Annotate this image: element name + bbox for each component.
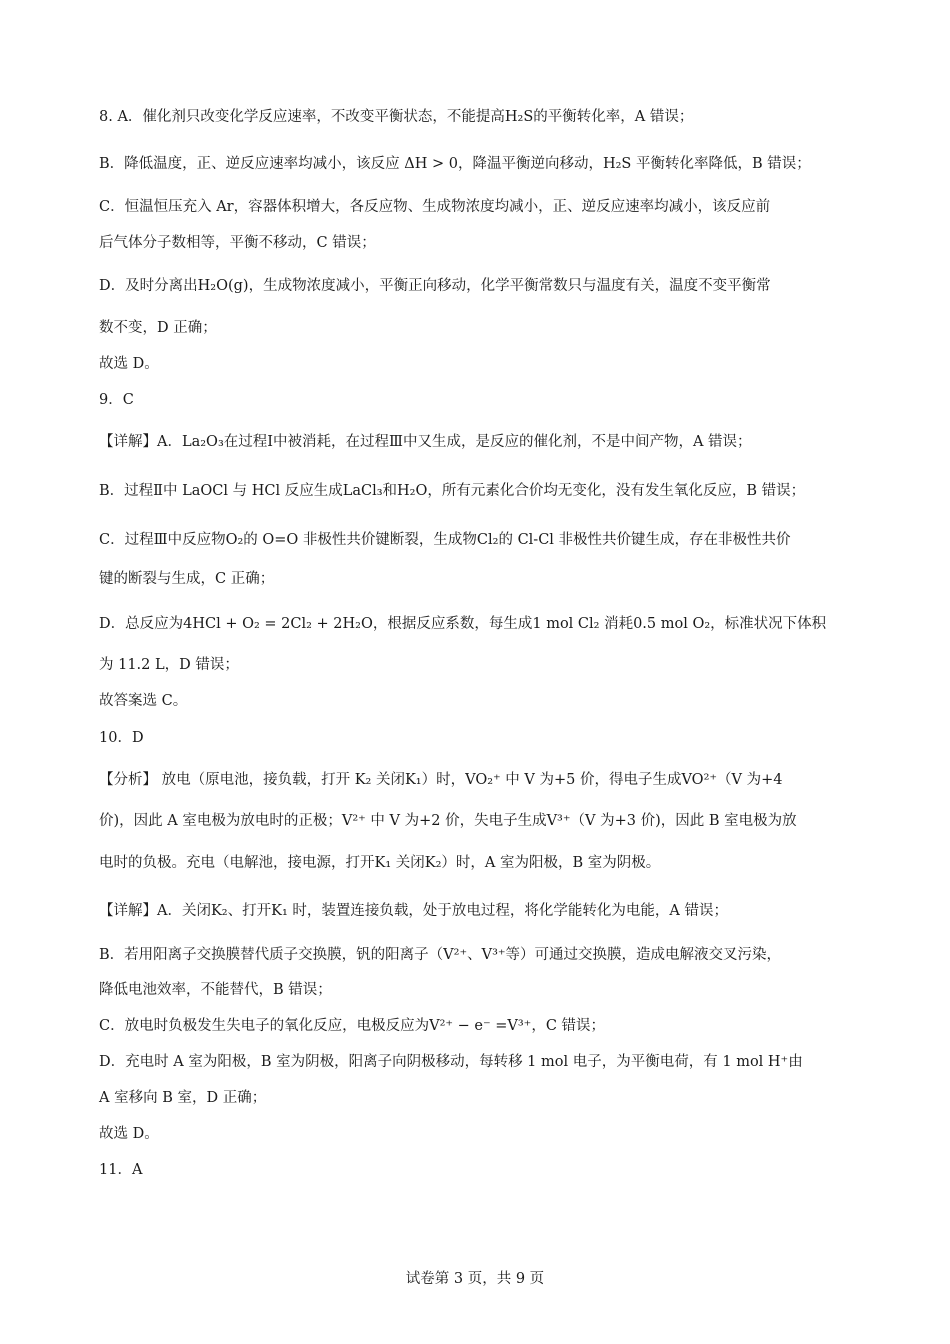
text-line: 后气体分子数相等，平衡不移动，C 错误； <box>99 235 376 251</box>
text-line: B．降低温度，正、逆反应速率均减小，该反应 ΔH > 0，降温平衡逆向移动，H₂S 平衡转化率降低，B 错误； <box>99 156 811 172</box>
text-line: 降低电池效率，不能替代，B 错误； <box>99 982 332 998</box>
text-line: 【分析】 放电（原电池，接负载，打开 K₂ 关闭K₁）时，VO₂⁺ 中 V 为+5 价，得电子生成VO²⁺（V 为+4 <box>99 772 783 788</box>
question-number: 10．D <box>99 730 144 746</box>
text-line: 故选 D。 <box>99 356 159 372</box>
text-line: C．过程Ⅲ中反应物O₂的 O=O 非极性共价键断裂，生成物Cl₂的 Cl-Cl 非极性共价键生成，存在非极性共价 <box>99 532 791 548</box>
question-number: 9．C <box>99 392 134 408</box>
text-line: 数不变，D 正确； <box>99 320 217 336</box>
text-line: B．过程Ⅱ中 LaOCl 与 HCl 反应生成LaCl₃和H₂O，所有元素化合价均无变化，没有发生氧化反应，B 错误； <box>99 483 806 499</box>
text-line: C．放电时负极发生失电子的氧化反应，电极反应为V²⁺ − e⁻ =V³⁺，C 错误； <box>99 1018 606 1034</box>
text-line: 电时的负极。充电（电解池，接电源，打开K₁ 关闭K₂）时，A 室为阳极，B 室为阴极。 <box>99 855 661 871</box>
page-footer: 试卷第 3 页，共 9 页 <box>405 1271 545 1287</box>
text-line: 故选 D。 <box>99 1126 159 1142</box>
text-line: D．及时分离出H₂O(g)，生成物浓度减小，平衡正向移动，化学平衡常数只与温度有关，温度不变平衡常 <box>99 278 771 294</box>
text-line: B．若用阳离子交换膜替代质子交换膜，钒的阳离子（V²⁺、V³⁺等）可通过交换膜，造成电解液交叉污染， <box>99 947 782 963</box>
text-line: 【详解】A．La₂O₃在过程Ⅰ中被消耗，在过程Ⅲ中又生成，是反应的催化剂，不是中间产物，A 错误； <box>99 434 752 450</box>
question-number: 11．A <box>99 1162 143 1178</box>
text-line: 键的断裂与生成，C 正确； <box>99 571 275 587</box>
text-line: 8. A．催化剂只改变化学反应速率，不改变平衡状态，不能提高H₂S的平衡转化率，A 错误； <box>99 109 694 125</box>
text-line: 价)，因此 A 室电极为放电时的正极；V²⁺ 中 V 为+2 价，失电子生成V³⁺（V 为+3 价)，因此 B 室电极为放 <box>99 813 797 829</box>
text-line: D．总反应为4HCl + O₂ = 2Cl₂ + 2H₂O，根据反应系数，每生成1 mol Cl₂ 消耗0.5 mol O₂，标准状况下体积 <box>99 616 827 632</box>
text-line: A 室移向 B 室，D 正确； <box>99 1090 267 1106</box>
text-line: D．充电时 A 室为阳极，B 室为阴极，阳离子向阴极移动，每转移 1 mol 电子，为平衡电荷，有 1 mol H⁺由 <box>99 1054 803 1070</box>
text-line: 【详解】A．关闭K₂、打开K₁ 时，装置连接负载，处于放电过程，将化学能转化为电能，A 错误； <box>99 903 728 919</box>
text-line: 为 11.2 L，D 错误； <box>99 657 239 673</box>
text-line: 故答案选 C。 <box>99 693 188 709</box>
text-line: C．恒温恒压充入 Ar，容器体积增大，各反应物、生成物浓度均减小，正、逆反应速率均减小，该反应前 <box>99 199 771 215</box>
